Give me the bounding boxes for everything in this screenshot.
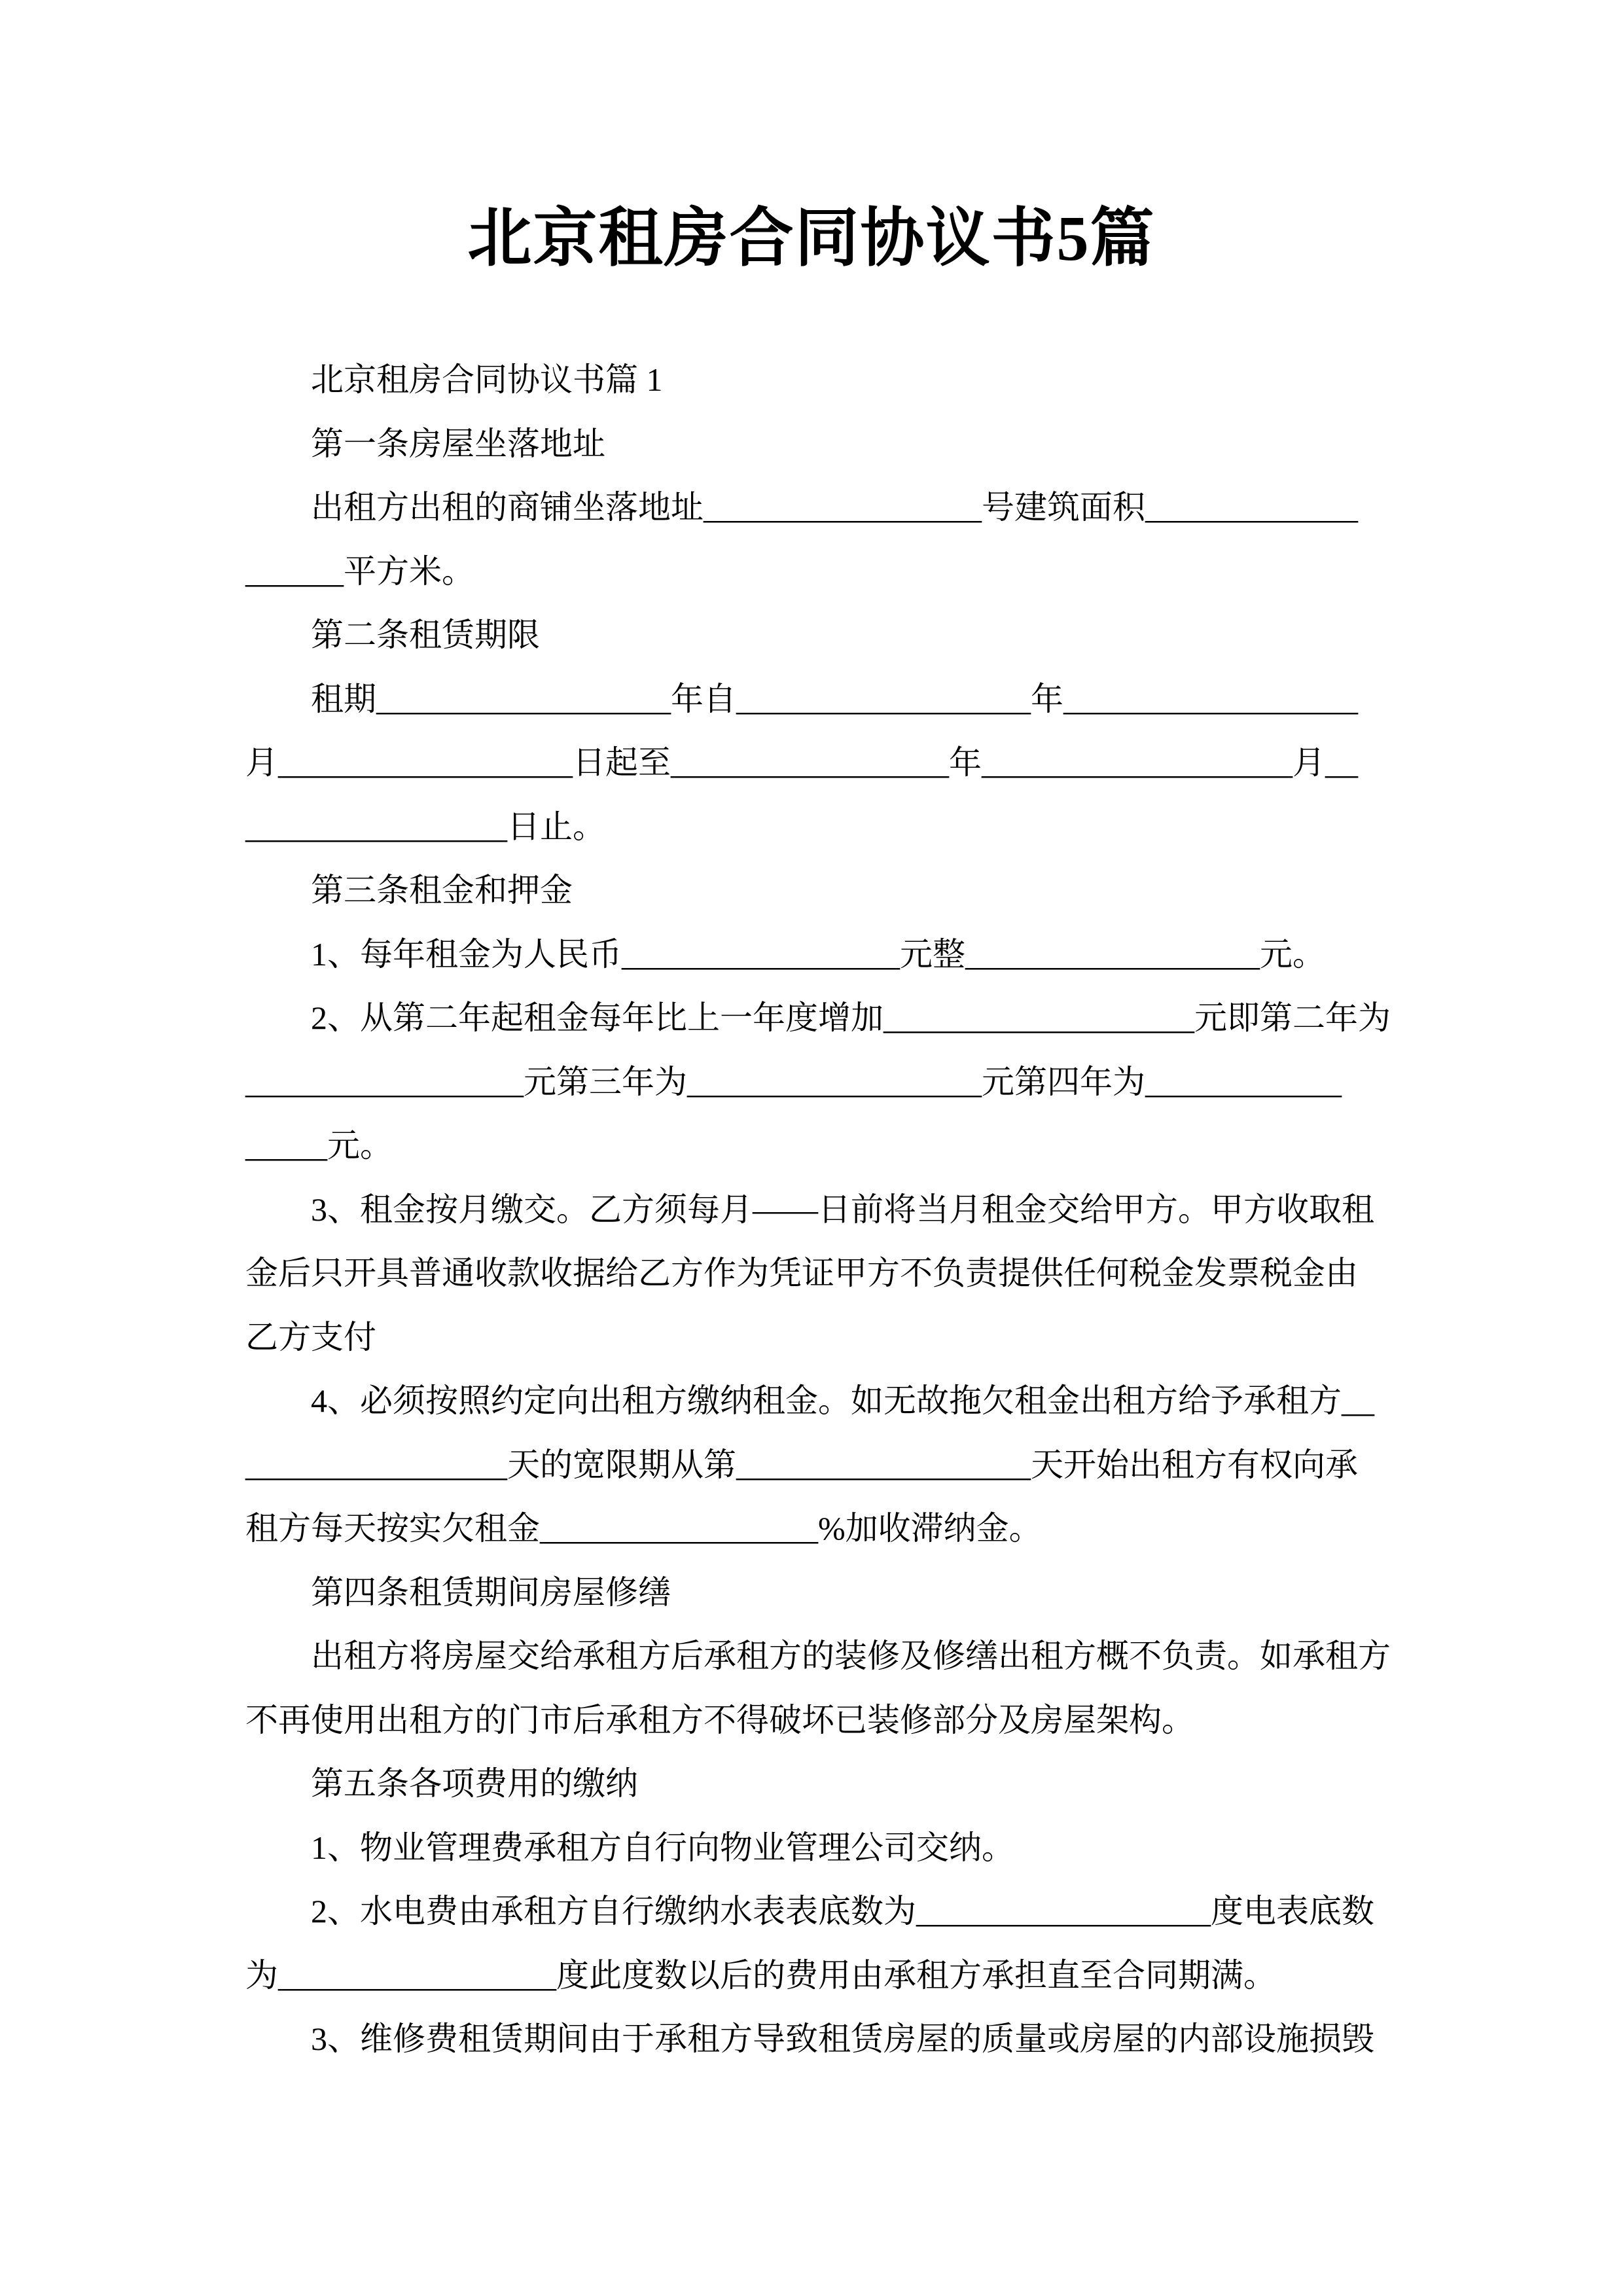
- document-line: 第一条房屋坐落地址: [311, 425, 605, 462]
- document-line: 乙方支付: [245, 1318, 376, 1355]
- document-line: 3、维修费租赁期间由于承租方导致租赁房屋的质量或房屋的内部设施损毁: [311, 2020, 1374, 2057]
- document-line: 不再使用出租方的门市后承租方不得破坏已装修部分及房屋架构。: [245, 1701, 1194, 1738]
- document-line: 出租方出租的商铺坐落地址_________________号建筑面积_____________: [311, 489, 1358, 526]
- document-line: ________________日止。: [245, 808, 605, 845]
- document-line: 2、从第二年起租金每年比上一年度增加___________________元即第二年为: [311, 999, 1391, 1036]
- document-line: 金后只开具普通收款收据给乙方作为凭证甲方不负责提供任何税金发票税金由: [245, 1255, 1358, 1291]
- document-line: _________________元第三年为__________________元第四年为____________: [245, 1063, 1342, 1100]
- document-line: 北京租房合同协议书篇 1: [311, 361, 663, 398]
- document-line: 为_________________度此度数以后的费用由承租方承担直至合同期满。: [245, 1956, 1276, 1994]
- document-line: 租方每天按实欠租金_________________%加收滞纳金。: [245, 1510, 1042, 1547]
- document-line: ______平方米。: [245, 552, 474, 590]
- document-title: 北京租房合同协议书5篇: [467, 204, 1156, 274]
- document-body: [245, 348, 1391, 2072]
- document-line: 4、必须按照约定向出租方缴纳租金。如无故拖欠租金出租方给予承租方__: [311, 1382, 1374, 1419]
- document-line: 1、每年租金为人民币_________________元整__________________元。: [311, 935, 1325, 973]
- document-line: 第三条租金和押金: [311, 872, 573, 908]
- document-line: ________________天的宽限期从第__________________天开始出租方有权向承: [245, 1446, 1358, 1483]
- document-line: 3、租金按月缴交。乙方须每月――日前将当月租金交给甲方。甲方收取租: [311, 1191, 1374, 1228]
- document-line: 1、物业管理费承租方自行向物业管理公司交纳。: [311, 1829, 1014, 1866]
- document-line: 第五条各项费用的缴纳: [311, 1765, 638, 1802]
- document-line: 月__________________日起至_________________年___________________月__: [245, 744, 1358, 781]
- document-line: 第二条租赁期限: [311, 617, 540, 653]
- document-line: 第四条租赁期间房屋修缮: [311, 1573, 671, 1611]
- document-line: 租期__________________年自__________________年__________________: [311, 680, 1358, 717]
- document-line: 2、水电费由承租方自行缴纳水表表底数为__________________度电表底数: [311, 1893, 1374, 1929]
- document-line: 出租方将房屋交给承租方后承租方的装修及修缮出租方概不负责。如承租方: [311, 1638, 1391, 1674]
- document-line: _____元。: [245, 1127, 393, 1164]
